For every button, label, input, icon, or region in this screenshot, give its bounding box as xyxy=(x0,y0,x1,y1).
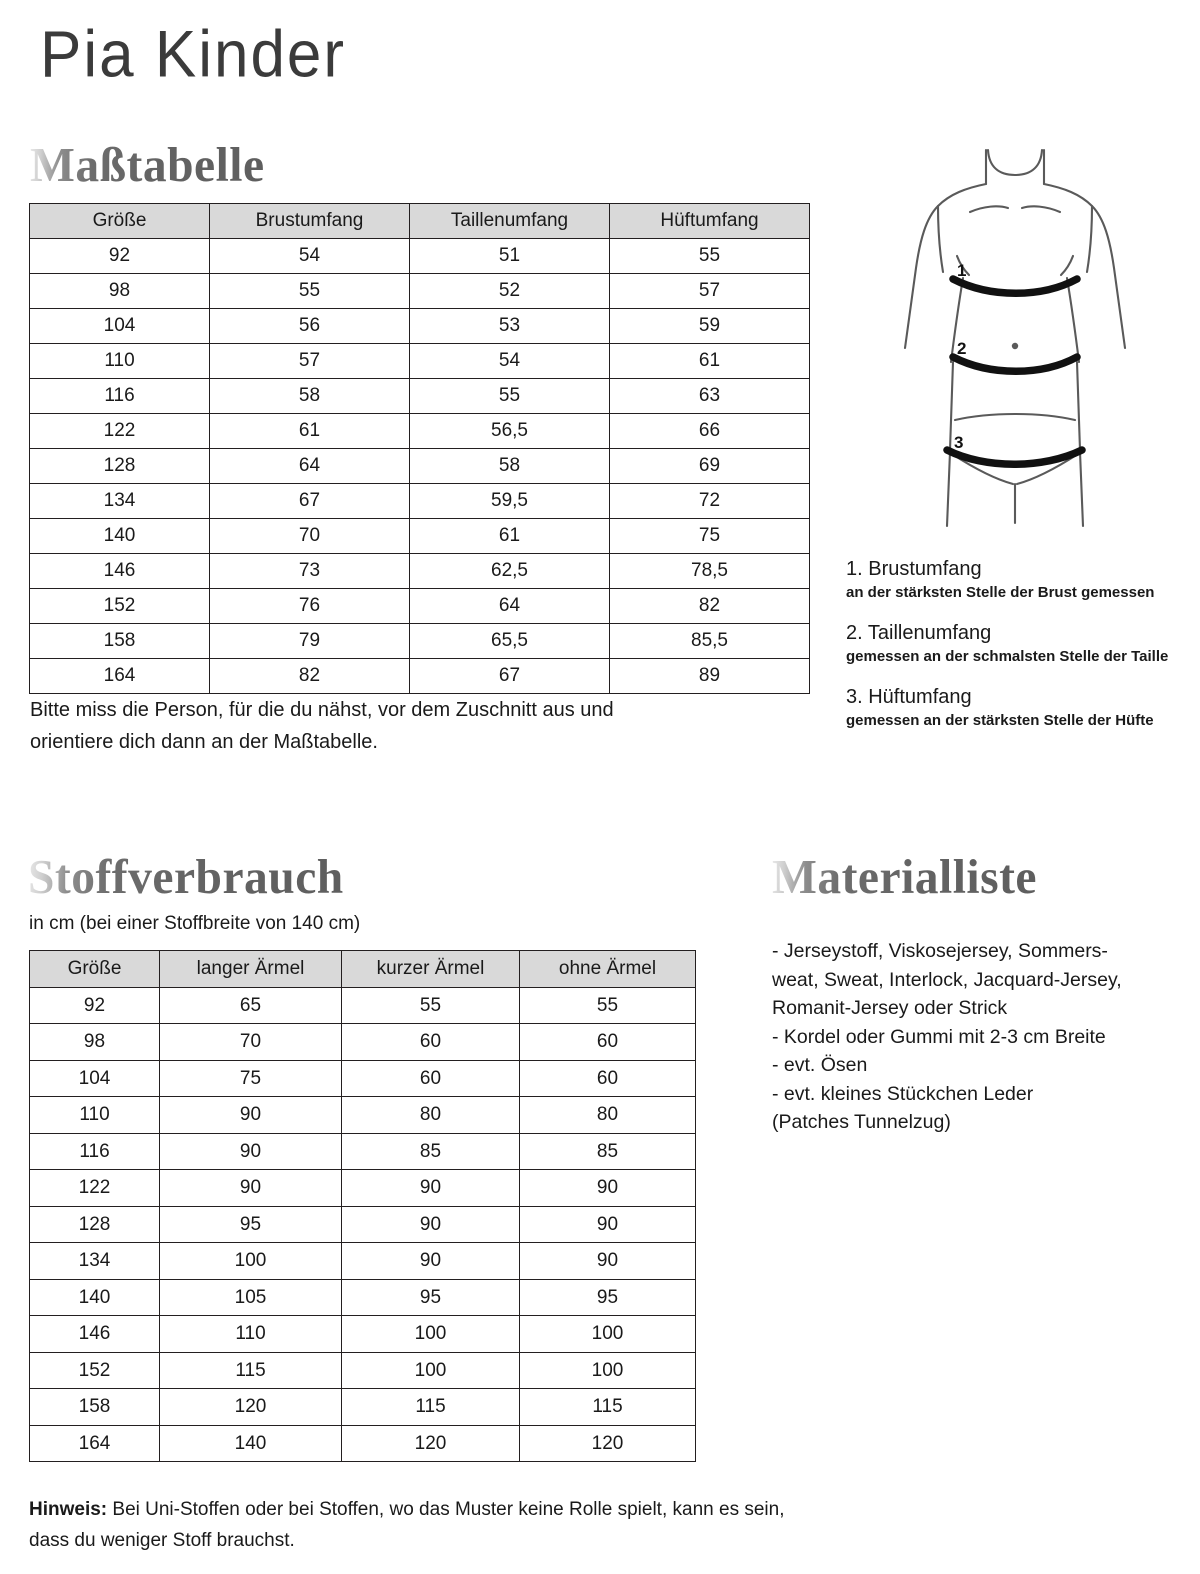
cell-value: 72 xyxy=(610,484,810,519)
cell-value: 82 xyxy=(210,659,410,694)
cell-size: 152 xyxy=(30,1352,160,1389)
cell-value: 60 xyxy=(342,1060,520,1097)
fabric-consumption-table xyxy=(29,950,696,1462)
cell-size: 116 xyxy=(30,1133,160,1170)
cell-value: 105 xyxy=(160,1279,342,1316)
table-row xyxy=(30,1425,696,1462)
cell-value: 79 xyxy=(210,624,410,659)
cell-value: 52 xyxy=(410,274,610,309)
cell-value: 66 xyxy=(610,414,810,449)
cell-value: 67 xyxy=(410,659,610,694)
cell-value: 115 xyxy=(342,1389,520,1426)
cell-size: 92 xyxy=(30,239,210,274)
cell-size: 98 xyxy=(30,1024,160,1061)
cell-size: 134 xyxy=(30,484,210,519)
cell-value: 120 xyxy=(342,1425,520,1462)
table-row xyxy=(30,1279,696,1316)
cell-size: 128 xyxy=(30,1206,160,1243)
cell-value: 65,5 xyxy=(410,624,610,659)
cell-value: 54 xyxy=(210,239,410,274)
cell-value: 70 xyxy=(160,1024,342,1061)
cell-value: 90 xyxy=(160,1170,342,1207)
table-row xyxy=(30,1316,696,1353)
cell-value: 115 xyxy=(520,1389,696,1426)
cell-value: 70 xyxy=(210,519,410,554)
table-row xyxy=(30,379,810,414)
cell-value: 58 xyxy=(410,449,610,484)
legend-title-taillenumfang: 2. Taillenumfang xyxy=(846,622,992,644)
material-list xyxy=(772,937,1192,1137)
cell-value: 55 xyxy=(210,274,410,309)
cell-size: 164 xyxy=(30,1425,160,1462)
material-list-item: - evt. Ösen xyxy=(772,1054,868,1076)
table-row xyxy=(30,1206,696,1243)
cell-value: 90 xyxy=(342,1206,520,1243)
cell-size: 110 xyxy=(30,344,210,379)
measurement-legend xyxy=(846,556,1196,731)
cell-value: 60 xyxy=(520,1024,696,1061)
table-row xyxy=(30,1060,696,1097)
cell-value: 75 xyxy=(160,1060,342,1097)
table-row xyxy=(30,624,810,659)
figure-badge-3: 3 xyxy=(954,433,964,452)
cell-size: 152 xyxy=(30,589,210,624)
cell-value: 64 xyxy=(410,589,610,624)
cell-size: 128 xyxy=(30,449,210,484)
column-header-hueftumfang: Hüftumfang xyxy=(610,204,810,239)
cell-value: 62,5 xyxy=(410,554,610,589)
table-row xyxy=(30,1389,696,1426)
cell-value: 63 xyxy=(610,379,810,414)
cell-size: 104 xyxy=(30,1060,160,1097)
cell-size: 158 xyxy=(30,624,210,659)
cell-value: 90 xyxy=(520,1206,696,1243)
cell-value: 67 xyxy=(210,484,410,519)
column-header-ohne-aermel: ohne Ärmel xyxy=(520,951,696,988)
table-row xyxy=(30,274,810,309)
column-header-groesse: Größe xyxy=(30,204,210,239)
cell-value: 73 xyxy=(210,554,410,589)
column-header-groesse: Größe xyxy=(30,951,160,988)
cell-size: 122 xyxy=(30,1170,160,1207)
table-row xyxy=(30,484,810,519)
measure-band-waist xyxy=(953,357,1077,371)
table-row xyxy=(30,1352,696,1389)
cell-value: 60 xyxy=(342,1024,520,1061)
cell-value: 58 xyxy=(210,379,410,414)
cell-value: 90 xyxy=(160,1133,342,1170)
cell-value: 90 xyxy=(520,1170,696,1207)
cell-value: 64 xyxy=(210,449,410,484)
table-header-row xyxy=(30,951,696,988)
stoffverbrauch-subtitle: in cm (bei einer Stoffbreite von 140 cm) xyxy=(29,913,361,934)
material-list-item: - evt. kleines Stückchen Leder xyxy=(772,1082,1034,1105)
table-row xyxy=(30,344,810,379)
figure-badge-2: 2 xyxy=(957,339,967,358)
cell-size: 122 xyxy=(30,414,210,449)
cell-value: 80 xyxy=(342,1097,520,1134)
body-measurement-diagram xyxy=(880,148,1150,548)
hinweis-line-1: Bei Uni-Stoffen oder bei Stoffen, wo das Muster keine Rolle spielt, kann xyxy=(107,1499,714,1520)
cell-size: 134 xyxy=(30,1243,160,1280)
torso-outline xyxy=(905,150,1125,526)
cell-size: 146 xyxy=(30,554,210,589)
legend-title-hueftumfang: 3. Hüftumfang xyxy=(846,686,972,708)
cell-value: 69 xyxy=(610,449,810,484)
cell-value: 110 xyxy=(160,1316,342,1353)
legend-item-hueftumfang xyxy=(846,684,1196,731)
cell-value: 51 xyxy=(410,239,610,274)
cell-value: 85 xyxy=(520,1133,696,1170)
measure-band-hip xyxy=(947,450,1082,464)
cell-value: 95 xyxy=(520,1279,696,1316)
cell-size: 92 xyxy=(30,987,160,1024)
cell-value: 100 xyxy=(520,1316,696,1353)
page-title: Pia Kinder xyxy=(40,18,347,92)
cell-value: 57 xyxy=(610,274,810,309)
cell-value: 78,5 xyxy=(610,554,810,589)
cell-size: 116 xyxy=(30,379,210,414)
cell-value: 61 xyxy=(610,344,810,379)
measuring-instruction-note xyxy=(30,694,670,758)
cell-value: 100 xyxy=(160,1243,342,1280)
material-list-item: - Jerseystoff, Viskosejersey, Sommers- xyxy=(772,940,1108,962)
table-row xyxy=(30,449,810,484)
column-header-langer-aermel: langer Ärmel xyxy=(160,951,342,988)
cell-value: 60 xyxy=(520,1060,696,1097)
cell-size: 104 xyxy=(30,309,210,344)
material-list-item: Romanit-Jersey oder Strick xyxy=(772,997,1008,1019)
table-row xyxy=(30,589,810,624)
cell-size: 140 xyxy=(30,1279,160,1316)
cell-value: 100 xyxy=(520,1352,696,1389)
figure-badge-1: 1 xyxy=(957,261,967,280)
measuring-note-line-2: orientiere dich dann an der Maßtabelle. xyxy=(30,731,378,753)
cell-value: 55 xyxy=(410,379,610,414)
cell-value: 80 xyxy=(520,1097,696,1134)
cell-value: 65 xyxy=(160,987,342,1024)
table-header-row xyxy=(30,204,810,239)
cell-size: 164 xyxy=(30,659,210,694)
table-row xyxy=(30,659,810,694)
cell-size: 140 xyxy=(30,519,210,554)
cell-value: 76 xyxy=(210,589,410,624)
cell-value: 90 xyxy=(520,1243,696,1280)
cell-value: 90 xyxy=(342,1243,520,1280)
table-row xyxy=(30,1024,696,1061)
cell-value: 100 xyxy=(342,1316,520,1353)
table-row xyxy=(30,309,810,344)
table-row xyxy=(30,239,810,274)
cell-value: 90 xyxy=(342,1170,520,1207)
legend-title-brustumfang: 1. Brustumfang xyxy=(846,558,982,580)
table-row xyxy=(30,987,696,1024)
cell-value: 59,5 xyxy=(410,484,610,519)
cell-size: 158 xyxy=(30,1389,160,1426)
cell-value: 100 xyxy=(342,1352,520,1389)
fabric-table-body xyxy=(30,987,696,1462)
cell-value: 85 xyxy=(342,1133,520,1170)
cell-size: 98 xyxy=(30,274,210,309)
cell-value: 115 xyxy=(160,1352,342,1389)
cell-value: 120 xyxy=(520,1425,696,1462)
navel-marker xyxy=(1012,343,1018,349)
column-header-taillenumfang: Taillenumfang xyxy=(410,204,610,239)
cell-value: 56 xyxy=(210,309,410,344)
column-header-kurzer-aermel: kurzer Ärmel xyxy=(342,951,520,988)
cell-value: 56,5 xyxy=(410,414,610,449)
hinweis-note xyxy=(29,1494,789,1556)
table-row xyxy=(30,1097,696,1134)
cell-value: 57 xyxy=(210,344,410,379)
size-measurement-table xyxy=(29,203,810,694)
cell-value: 95 xyxy=(342,1279,520,1316)
cell-value: 89 xyxy=(610,659,810,694)
cell-value: 75 xyxy=(610,519,810,554)
legend-item-taillenumfang xyxy=(846,620,1196,667)
cell-value: 140 xyxy=(160,1425,342,1462)
cell-value: 53 xyxy=(410,309,610,344)
material-list-item: - Kordel oder Gummi mit 2-3 cm Breite xyxy=(772,1025,1106,1048)
cell-value: 61 xyxy=(410,519,610,554)
section-heading-materialliste: Materialliste xyxy=(772,849,1037,904)
cell-value: 55 xyxy=(610,239,810,274)
table-row xyxy=(30,1243,696,1280)
cell-value: 55 xyxy=(342,987,520,1024)
table-row xyxy=(30,554,810,589)
cell-value: 55 xyxy=(520,987,696,1024)
hinweis-line-2: es sein, dass du weniger Stoff brauchst. xyxy=(29,1499,785,1551)
cell-value: 59 xyxy=(610,309,810,344)
size-table-body xyxy=(30,239,810,694)
cell-value: 120 xyxy=(160,1389,342,1426)
cell-value: 61 xyxy=(210,414,410,449)
cell-value: 85,5 xyxy=(610,624,810,659)
legend-item-brustumfang xyxy=(846,556,1196,603)
cell-size: 110 xyxy=(30,1097,160,1134)
table-row xyxy=(30,414,810,449)
cell-value: 90 xyxy=(160,1097,342,1134)
section-heading-stoffverbrauch: Stoffverbrauch xyxy=(28,849,344,904)
table-row xyxy=(30,1170,696,1207)
cell-value: 95 xyxy=(160,1206,342,1243)
cell-value: 54 xyxy=(410,344,610,379)
material-list-item: weat, Sweat, Interlock, Jacquard-Jersey, xyxy=(772,968,1122,991)
column-header-brustumfang: Brustumfang xyxy=(210,204,410,239)
cell-value: 82 xyxy=(610,589,810,624)
section-heading-masstabelle: Maßtabelle xyxy=(30,137,265,192)
legend-desc-brustumfang: an der stärksten Stelle der Brust gemessen xyxy=(846,584,1155,601)
cell-size: 146 xyxy=(30,1316,160,1353)
measuring-note-line-1: Bitte miss die Person, für die du nähst, vor dem Zuschnitt aus und xyxy=(30,699,614,721)
hinweis-label: Hinweis: xyxy=(29,1499,108,1520)
legend-desc-taillenumfang: gemessen an der schmalsten Stelle der Taille xyxy=(846,648,1169,665)
measure-band-chest xyxy=(953,279,1077,293)
material-list-item: (Patches Tunnelzug) xyxy=(772,1111,951,1133)
table-row xyxy=(30,519,810,554)
table-row xyxy=(30,1133,696,1170)
legend-desc-hueftumfang: gemessen an der stärksten Stelle der Hüfte xyxy=(846,712,1154,729)
